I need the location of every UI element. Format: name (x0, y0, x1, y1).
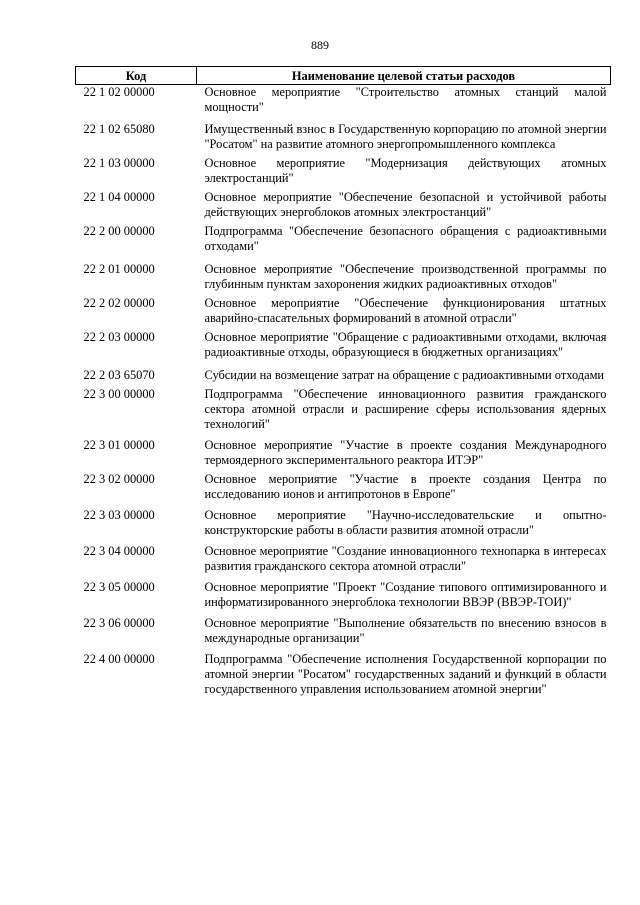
table-row (76, 383, 611, 432)
column-header-name: Наименование целевой статьи расходов (197, 67, 611, 85)
table-row (76, 115, 611, 152)
row-code: 22 1 02 65080 (83, 122, 155, 136)
table-row (76, 432, 611, 468)
budget-items-table (75, 66, 611, 697)
table-row (76, 152, 611, 186)
row-code: 22 2 03 00000 (83, 330, 155, 344)
row-description: Подпрограмма "Обеспечение инновационного развития гражданского сектора атомной отрасли и расширение сферы использования ядерных технологий" (204, 387, 607, 431)
page-number: 889 (311, 38, 329, 52)
row-description: Основное мероприятие "Обеспечение функционирования штатных аварийно-спасательных формирований в атомной отрасли" (204, 296, 607, 325)
row-code: 22 1 04 00000 (83, 190, 155, 204)
row-description: Основное мероприятие "Обращение с радиоактивными отходами, включая радиоактивные отходы, образующиеся в бюджетных организациях" (204, 330, 607, 359)
row-code: 22 2 01 00000 (83, 262, 155, 276)
table-row (76, 220, 611, 254)
table-row (76, 326, 611, 360)
table-row (76, 538, 611, 574)
row-description: Основное мероприятие "Участие в проекте создания Центра по исследованию ионов и антипротонов в Европе" (204, 472, 607, 501)
row-description: Основное мероприятие "Модернизация действующих атомных электростанций" (204, 156, 607, 185)
table-row (76, 610, 611, 646)
table-header-row (76, 67, 611, 85)
row-description: Основное мероприятие "Участие в проекте создания Международного термоядерного экспериментального реактора ИТЭР" (204, 438, 607, 467)
row-code: 22 3 01 00000 (83, 438, 155, 452)
row-description: Основное мероприятие "Строительство атомных станций малой мощности" (204, 85, 607, 114)
row-description: Субсидии на возмещение затрат на обращение с радиоактивными отходами (204, 368, 605, 382)
row-description: Основное мероприятие "Научно-исследовательские и опытно-конструкторские работы в области развития атомной отрасли" (204, 508, 607, 537)
row-code: 22 1 03 00000 (83, 156, 155, 170)
row-description: Основное мероприятие "Обеспечение производственной программы по глубинным пунктам захоронения жидких радиоактивных отходов" (204, 262, 607, 291)
row-description: Подпрограмма "Обеспечение исполнения Государственной корпорации по атомной энергии "Росатом" государственных заданий и функций в области государственного управления использованием атомной энергии" (204, 652, 607, 696)
row-description: Основное мероприятие "Выполнение обязательств по внесению взносов в международные организации" (204, 616, 607, 645)
row-code: 22 3 06 00000 (83, 616, 155, 630)
table-row (76, 186, 611, 220)
row-code: 22 2 00 00000 (83, 224, 155, 238)
table-row (76, 502, 611, 538)
table-row (76, 254, 611, 292)
table-row (76, 85, 611, 116)
row-code: 22 4 00 00000 (83, 652, 155, 666)
row-description: Подпрограмма "Обеспечение безопасного обращения с радиоактивными отходами" (204, 224, 607, 253)
row-code: 22 1 02 00000 (83, 85, 155, 99)
row-description: Основное мероприятие "Проект "Создание типового оптимизированного и информатизированного энергоблока технологии ВВЭР (ВВЭР-ТОИ)" (204, 580, 607, 609)
row-code: 22 3 03 00000 (83, 508, 155, 522)
row-code: 22 3 04 00000 (83, 544, 155, 558)
table-row (76, 468, 611, 502)
row-code: 22 3 05 00000 (83, 580, 155, 594)
table-row (76, 646, 611, 697)
row-description: Основное мероприятие "Обеспечение безопасной и устойчивой работы действующих энергоблоков атомных электростанций" (204, 190, 607, 219)
row-code: 22 2 03 65070 (83, 368, 155, 382)
row-code: 22 3 02 00000 (83, 472, 155, 486)
table-row (76, 292, 611, 326)
row-code: 22 3 00 00000 (83, 387, 155, 401)
column-header-code: Код (76, 67, 197, 85)
row-description: Имущественный взнос в Государственную корпорацию по атомной энергии "Росатом" на развитие атомного энергопромышленного комплекса (204, 122, 607, 151)
row-code: 22 2 02 00000 (83, 296, 155, 310)
table-row (76, 360, 611, 383)
table-row (76, 574, 611, 610)
row-description: Основное мероприятие "Создание инновационного технопарка в интересах развития гражданского сектора атомной отрасли" (204, 544, 607, 573)
